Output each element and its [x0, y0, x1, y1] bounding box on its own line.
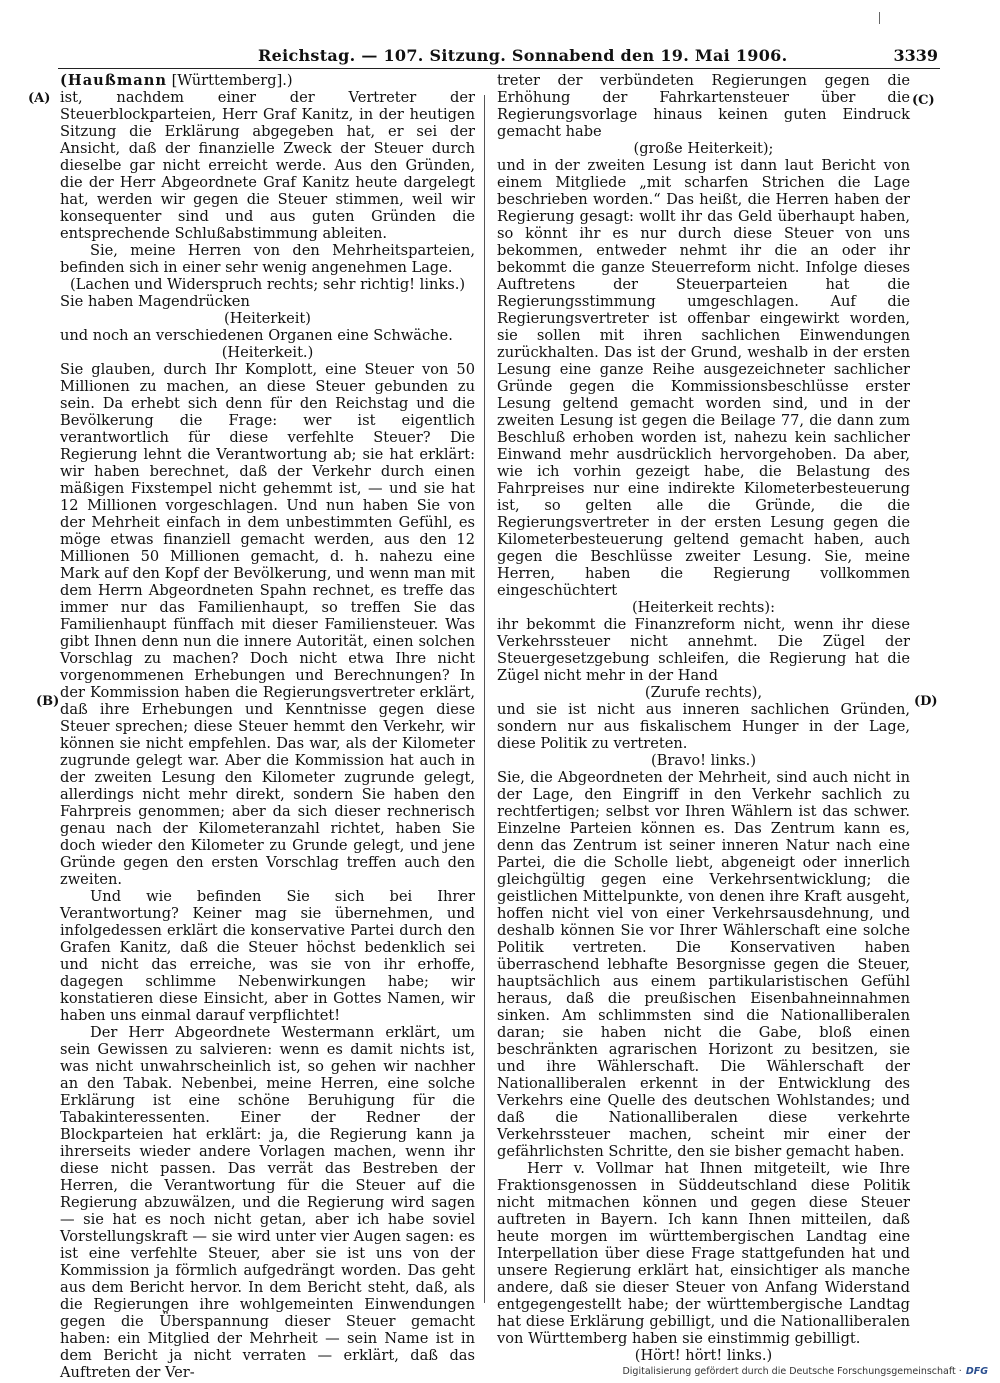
interjection: (Lachen und Widerspruch rechts; sehr richtig! links.): [69, 276, 466, 293]
speaker-line: [60, 72, 475, 89]
interjection: (Heiterkeit rechts):: [631, 599, 775, 616]
column-divider: [484, 95, 485, 1303]
interjection: (große Heiterkeit);: [633, 140, 774, 157]
interjection: (Heiterkeit): [224, 310, 311, 327]
left-column: [60, 72, 475, 1381]
paragraph: Herr v. Vollmar hat Ihnen mitgeteilt, wie Ihre Fraktionsgenossen in Süddeutschland diese Politik nicht mitmachen können und gegen diese Steuer auftreten in Bayern. Ich kann Ihnen mitteilen, daß heute morgen im württembergischen Landtag eine Interpellation über diese Frage stattgefunden hat und unsere Regierung erklärt hat, einsichtiger als manche andere, daß sie dieser Steuer von Anfang Widerstand entgegengestellt habe; der württembergische Landtag hat diese Erklärung gebilligt, und die Nationalliberalen von Württemberg haben sie einstimmig gebilligt.: [497, 1160, 910, 1347]
footer-text: Digitalisierung gefördert durch die Deutsche Forschungsgemeinschaft ·: [622, 1366, 962, 1377]
paragraph: ihr bekommt die Finanzreform nicht, wenn ihr diese Verkehrssteuer nicht annehmt. Die Zügel der Steuergesetzgebung schleifen, die Regierung hat die Zügel nicht mehr in der Hand: [497, 616, 910, 684]
interjection: (Heiterkeit.): [221, 344, 314, 361]
paragraph: Und wie befinden Sie sich bei Ihrer Verantwortung? Keiner mag sie übernehmen, und infolgedessen erklärt die konservative Partei durch den Grafen Kanitz, daß die Steuer höchst bedenklich sei und nicht das erreiche, was sie von ihr erhoffe, dagegen schlimme Nebenwirkungen habe; wir konstatieren diese Einsicht, aber in Gottes Namen, wir haben uns einmal darauf verpflichtet!: [60, 888, 475, 1024]
digitization-footer: [622, 1366, 988, 1377]
paragraph: Der Herr Abgeordnete Westermann erklärt, um sein Gewissen zu salvieren: wenn es damit nichts ist, was nicht unwahrscheinlich ist, so gehen wir nachher an den Tabak. Nebenbei, meine Herren, eine solche Erklärung ist eine schöne Beruhigung für die Tabakinteressenten. Einer der Redner der Blockparteien hat erklärt: ja, die Regierung kann ja ihrerseits wieder andere Vorlagen machen, wenn ihr diese nicht passen. Das verrät das Bestreben der Herren, die Verantwortung für die Steuer auf die Regierung abzuwälzen, und die Regierung wird sagen — sie hat es noch nicht getan, aber ich habe soviel Vorstellungskraft — sie wird unter vier Augen sagen: es ist eine verfehlte Steuer, aber sie ist uns von der Kommission ja förmlich aufgedrängt worden. Das geht aus dem Bericht hervor. In dem Bericht steht, daß, als die Regierungen ihre wohlgemeinten Einwendungen gegen die Überspannung dieser Steuer gemacht haben: ein Mitglied der Mehrheit — sein Name ist in dem Bericht ja nicht verraten — erklärt, daß das Auftreten der Ver-: [60, 1024, 475, 1381]
interjection: (Zurufe rechts),: [644, 684, 763, 701]
paragraph: Sie, meine Herren von den Mehrheitsparteien, befinden sich in einer sehr wenig angenehmen Lage.: [60, 242, 475, 276]
paragraph: Sie glauben, durch Ihr Komplott, eine Steuer von 50 Millionen zu machen, an diese Steuer gebunden zu sein. Da erhebt sich denn für den Reichstag und die Bevölkerung die Frage: wer ist eigentlich verantwortlich für diese verfehlte Steuer? Die Regierung lehnt die Verantwortung ab; sie hat erklärt: wir haben berechnet, daß der Verkehr durch einen mäßigen Fixstempel nicht gehemmt ist, — und sie hat 12 Millionen vorgeschlagen. Und nun haben Sie von der Mehrheit einfach in dem unbestimmten Gefühl, es möge etwas finanziell gemacht werden, aus den 12 Millionen 50 Millionen gemacht, d. h. nahezu eine Mark auf den Kopf der Bevölkerung, und wenn man mit dem Herrn Abgeordneten Spahn rechnet, es treffe das immer nur das Familienhaupt, so treffen Sie das Familienhaupt fünffach mit dieser Familiensteuer. Was gibt Ihnen denn nun die innere Autorität, einen solchen Vorschlag zu machen? Doch nicht etwa Ihre nicht vorgenommenen Erhebungen und Berechnungen? In der Kommission haben die Regierungsvertreter erklärt, daß ihre Erhebungen und Kenntnisse gegen diese Steuer sprechen; diese Steuer hemmt den Verkehr, wir können sie nicht empfehlen. Das war, als der Kilometer zugrunde gelegt war. Aber die Kommission hat auch in der zweiten Lesung den Kilometer zugrunde gelegt, allerdings nicht mehr direkt, sondern Sie haben den Fahrpreis genommen; aber da sich dieser rechnerisch genau nach der Kilometeranzahl richtet, haben Sie doch wieder den Kilometer zu Grunde gelegt, und jene Gründe gegen den ersten Vorschlag treffen auch den zweiten.: [60, 361, 475, 888]
scan-tick-mark: [879, 12, 880, 24]
paragraph: ist, nachdem einer der Vertreter der Steuerblockparteien, Herr Graf Kanitz, in der heutigen Sitzung die Erklärung abgegeben hat, er sei der Ansicht, daß der finanzielle Zweck der Steuer durch dieselbe gar nicht erreicht werde. Aus den Gründen, die der Herr Abgeordnete Graf Kanitz heute dargelegt hat, werden wir gegen die Steuer stimmen, weil wir konsequenter sind und aus guten Gründen die entsprechende Schlußabstimmung ableiten.: [60, 89, 475, 242]
speaker-constituency: [Württemberg].): [166, 72, 293, 89]
paragraph: und noch an verschiedenen Organen eine Schwäche.: [60, 327, 453, 344]
paragraph: Sie haben Magendrücken: [60, 293, 250, 310]
margin-marker-a: (A): [28, 91, 51, 106]
interjection: (Hört! hört! links.): [634, 1347, 773, 1364]
margin-marker-b: (B): [36, 694, 60, 709]
running-title: Reichstag. — 107. Sitzung. Sonnabend den 19. Mai 1906.: [258, 46, 788, 65]
right-column: [497, 72, 910, 1364]
interjection: (Bravo! links.): [650, 752, 757, 769]
speaker-name: (Haußmann: [60, 72, 167, 89]
dfg-logo: DFG: [965, 1366, 988, 1377]
paragraph: Sie, die Abgeordneten der Mehrheit, sind auch nicht in der Lage, den Eingriff in den Verkehr sachlich zu rechtfertigen; selbst vor Ihren Wählern ist das schwer. Einzelne Parteien können es. Das Zentrum kann es, denn das Zentrum ist seiner inneren Natur nach eine Partei, die die Scholle liebt, abgeneigt oder innerlich gleichgültig gegen eine Verkehrsentwicklung; die geistlichen Mittelpunkte, von denen ihre Kraft ausgeht, hoffen nicht viel von einer Verkehrsausdehnung, und deshalb können Sie vor Ihrer Wählerschaft eine solche Politik vertreten. Die Konservativen haben überraschend lebhafte Besorgnisse gegen die Steuer, hauptsächlich aus einem partikularistischen Gefühl heraus, daß die preußischen Eisenbahneinnahmen sinken. Am schlimmsten sind die Nationalliberalen daran; sie haben nicht die Gabe, bloß einen beschränkten agrarischen Horizont zu besitzen, sie und ihre Wählerschaft. Die Wählerschaft der Nationalliberalen erkennt in der Entwicklung des Verkehrs eine Quelle des deutschen Wohlstandes; und daß die Nationalliberalen diese verkehrte Verkehrssteuer machen, scheint mir einer der gefährlichsten Schritte, den sie bisher gemacht haben.: [497, 769, 910, 1160]
paragraph: und in der zweiten Lesung ist dann laut Bericht von einem Mitgliede „mit scharfen Strichen die Lage beschrieben worden.“ Das heißt, die Herren haben der Regierung gesagt: wollt ihr das Geld überhaupt haben, so könnt ihr es nur durch diese Steuer von uns bekommen, entweder nehmt ihr die an oder ihr bekommt die ganze Steuerreform nicht. Infolge dieses Auftretens der Steuerparteien hat die Regierungsstimmung umgeschlagen. Auf die Regierungsvertreter ist offenbar eingewirkt worden, sie sollen mit ihren sachlichen Einwendungen zurückhalten. Das ist der Grund, weshalb in der ersten Lesung eine ganze Reihe ausgezeichneter sachlicher Gründe gegen die Kommissionsbeschlüsse erster Lesung geltend gemacht worden sind, und in der zweiten Lesung ist gegen die Beilage 77, die dann zum Beschluß erhoben worden ist, nahezu kein sachlicher Einwand mehr ausdrücklich hervorgehoben. Da aber, wie ich vorhin gezeigt habe, die Belastung des Fahrpreises nur eine indirekte Kilometerbesteuerung ist, so gelten alle die Gründe, die die Regierungsvertreter in der ersten Lesung gegen die Kilometerbesteuerung geltend gemacht haben, auch gegen die Beschlüsse zweiter Lesung. Sie, meine Herren, haben die Regierung vollkommen eingeschüchtert: [497, 157, 910, 599]
margin-marker-c: (C): [912, 93, 935, 108]
page-header: [58, 38, 940, 69]
paragraph: und sie ist nicht aus inneren sachlichen Gründen, sondern nur aus fiskalischem Hunger in der Lage, diese Politik zu vertreten.: [497, 701, 910, 752]
margin-marker-d: (D): [914, 694, 938, 709]
paragraph: treter der verbündeten Regierungen gegen die Erhöhung der Fahrkartensteuer über die Regierungsvorlage hinaus keinen guten Eindruck gemacht habe: [497, 72, 910, 140]
page-number: 3339: [893, 46, 938, 65]
